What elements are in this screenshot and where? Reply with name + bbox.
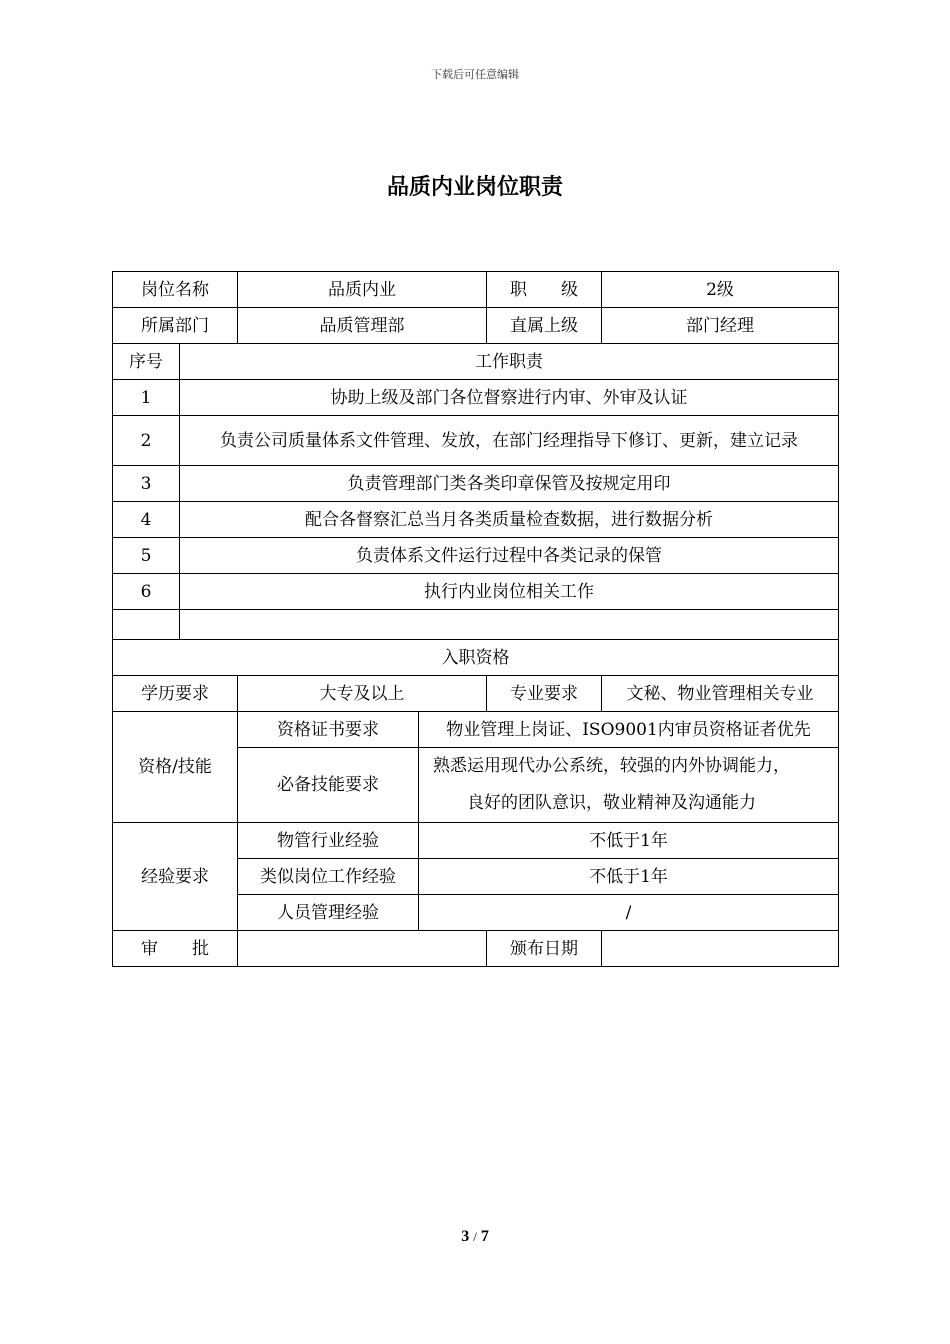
release-date-label: 颁布日期 <box>487 931 602 967</box>
duty-number: 2 <box>113 416 180 466</box>
department-label: 所属部门 <box>113 308 238 344</box>
education-value: 大专及以上 <box>238 676 487 712</box>
ability-value: 熟悉运用现代办公系统，较强的内外协调能力，良好的团队意识，敬业精神及沟通能力 <box>419 748 839 823</box>
experience-label: 经验要求 <box>113 823 238 931</box>
page-separator: / <box>473 1229 477 1244</box>
duty-text: 执行内业岗位相关工作 <box>180 574 839 610</box>
duties-header-row <box>113 344 839 380</box>
info-row-department <box>113 308 839 344</box>
position-value: 品质内业 <box>238 272 487 308</box>
superior-value: 部门经理 <box>602 308 839 344</box>
approval-row <box>113 931 839 967</box>
position-label: 岗位名称 <box>113 272 238 308</box>
seq-header: 序号 <box>113 344 180 380</box>
job-description-table <box>112 271 839 967</box>
duty-text: 负责管理部门类各类印章保管及按规定用印 <box>180 466 839 502</box>
approve-value <box>238 931 487 967</box>
page-current: 3 <box>461 1228 470 1245</box>
department-value: 品质管理部 <box>238 308 487 344</box>
duty-row <box>113 466 839 502</box>
cert-value: 物业管理上岗证、ISO9001内审员资格证者优先 <box>419 712 839 748</box>
experience-item-label: 人员管理经验 <box>238 895 419 931</box>
experience-item-value: 不低于1年 <box>419 859 839 895</box>
superior-label: 直属上级 <box>487 308 602 344</box>
duty-row <box>113 380 839 416</box>
duty-row-empty <box>113 610 839 640</box>
experience-row <box>113 823 839 859</box>
qualifications-header-row <box>113 640 839 676</box>
cert-label: 资格证书要求 <box>238 712 419 748</box>
duty-number: 6 <box>113 574 180 610</box>
duty-text: 负责体系文件运行过程中各类记录的保管 <box>180 538 839 574</box>
info-row-position <box>113 272 839 308</box>
qualifications-title: 入职资格 <box>113 640 839 676</box>
duty-number: 4 <box>113 502 180 538</box>
header-note: 下载后可任意编辑 <box>431 68 519 81</box>
release-date-value <box>602 931 839 967</box>
page-total: 7 <box>480 1228 489 1245</box>
duty-header: 工作职责 <box>180 344 839 380</box>
duty-text: 负责公司质量体系文件管理、发放，在部门经理指导下修订、更新，建立记录 <box>180 416 839 466</box>
experience-item-label: 物管行业经验 <box>238 823 419 859</box>
page-number <box>0 1228 950 1246</box>
level-label: 职 级 <box>487 272 602 308</box>
level-value: 2级 <box>602 272 839 308</box>
ability-label: 必备技能要求 <box>238 748 419 823</box>
duty-number: 5 <box>113 538 180 574</box>
document-title: 品质内业岗位职责 <box>386 175 563 200</box>
major-label: 专业要求 <box>487 676 602 712</box>
duty-row <box>113 502 839 538</box>
duty-row <box>113 416 839 466</box>
duty-text: 配合各督察汇总当月各类质量检查数据，进行数据分析 <box>180 502 839 538</box>
experience-item-label: 类似岗位工作经验 <box>238 859 419 895</box>
duty-row <box>113 538 839 574</box>
duty-text: 协助上级及部门各位督察进行内审、外审及认证 <box>180 380 839 416</box>
education-label: 学历要求 <box>113 676 238 712</box>
experience-item-value: 不低于1年 <box>419 823 839 859</box>
duty-row <box>113 574 839 610</box>
major-value: 文秘、物业管理相关专业 <box>602 676 839 712</box>
duty-text-empty <box>180 610 839 640</box>
cert-row <box>113 712 839 748</box>
approve-label: 审 批 <box>113 931 238 967</box>
duty-number: 3 <box>113 466 180 502</box>
duty-number: 1 <box>113 380 180 416</box>
education-row <box>113 676 839 712</box>
skill-label: 资格/技能 <box>113 712 238 823</box>
experience-item-value: / <box>419 895 839 931</box>
duty-number-empty <box>113 610 180 640</box>
